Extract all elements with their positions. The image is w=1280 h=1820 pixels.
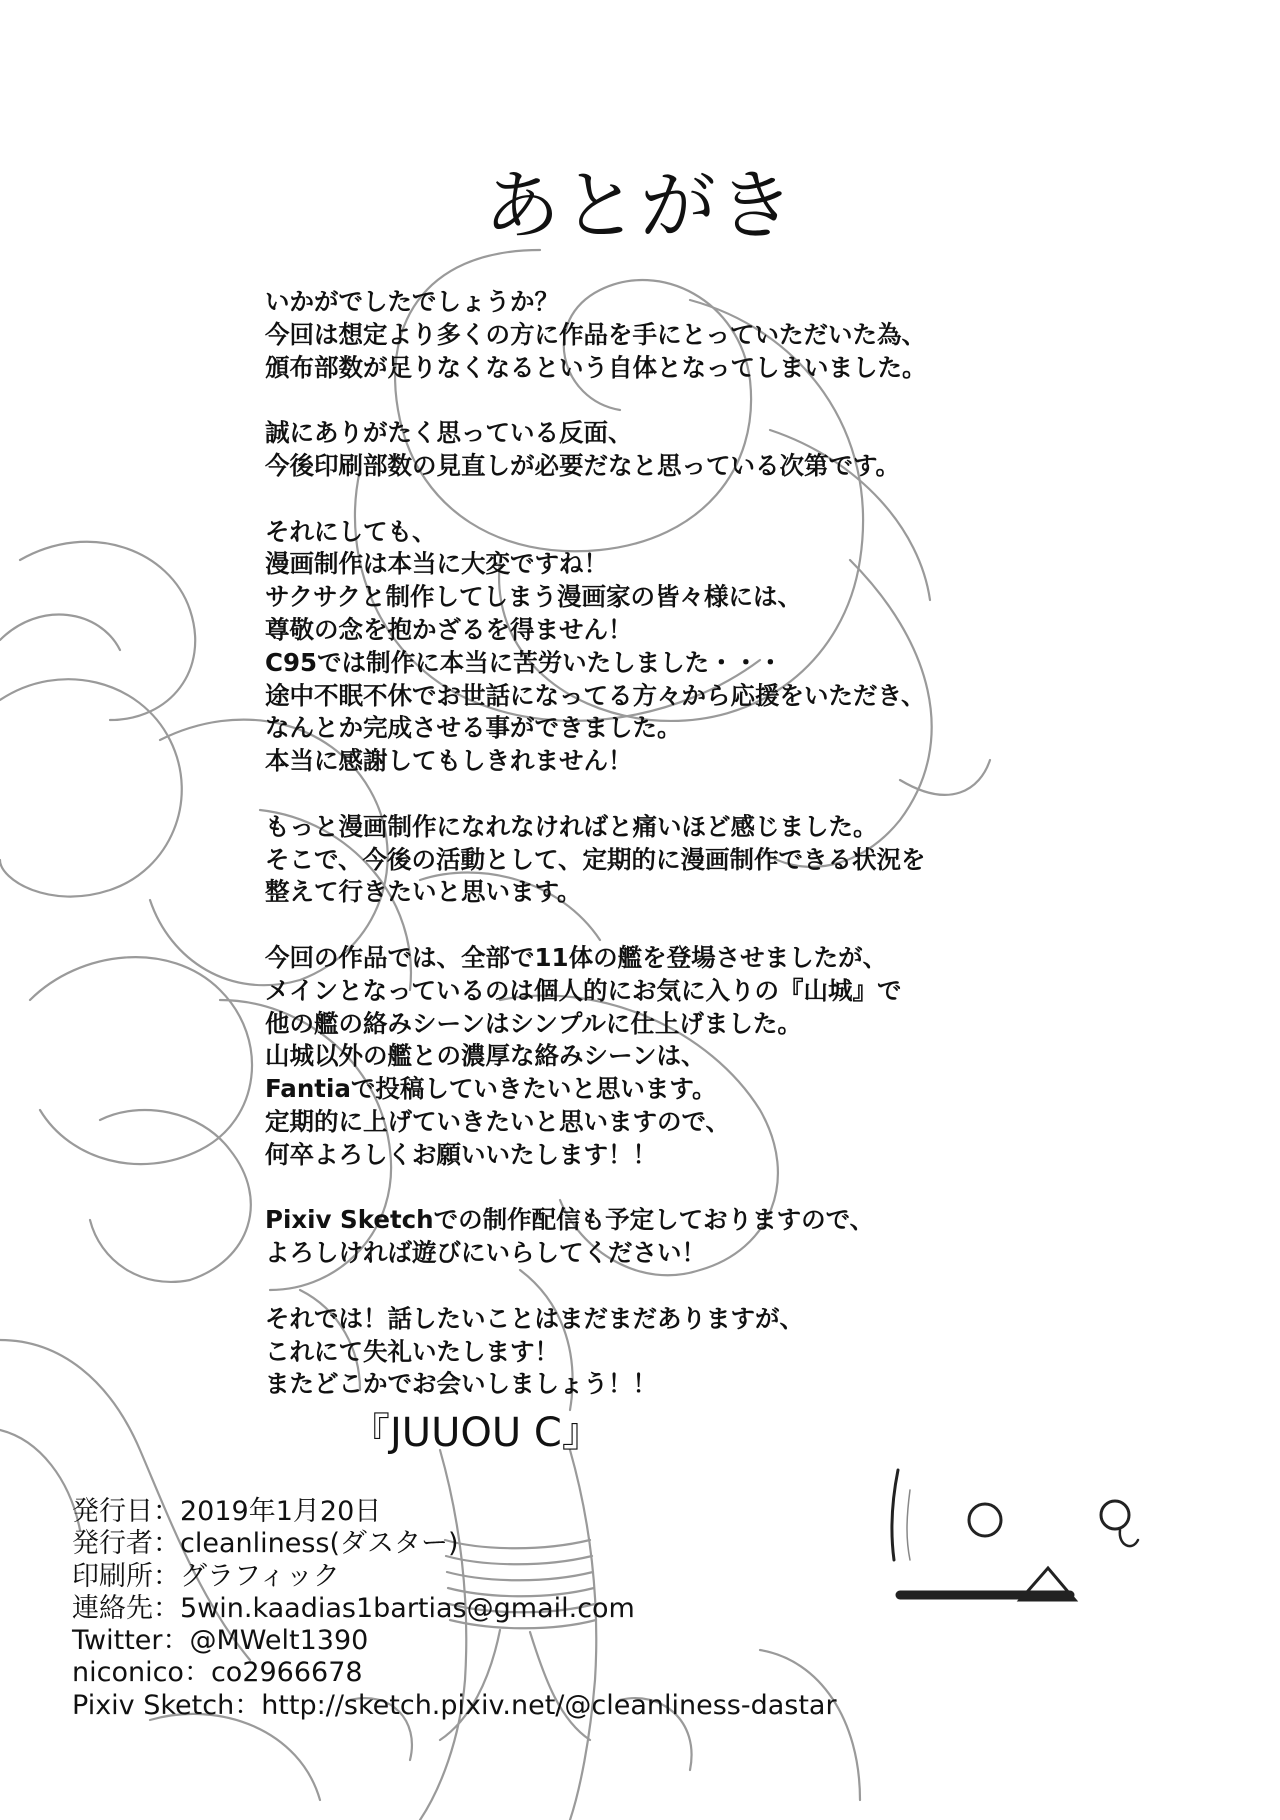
text-line: 尊敬の念を抱かざるを得ません！	[265, 614, 633, 644]
colophon-publisher: 発行者：cleanliness(ダスター)	[72, 1528, 459, 1560]
colophon-printer: 印刷所：グラフィック	[72, 1560, 340, 1592]
text-line: 何卒よろしくお願いいたします！！	[265, 1139, 657, 1169]
paragraph-3	[265, 516, 1065, 778]
text-line: C95では制作に本当に苦労いたしました・・・	[265, 647, 783, 677]
text-line: 今回の作品では、全部で11体の艦を登場させましたが、	[265, 942, 888, 972]
text-line: いかがでしたでしょうか？	[265, 287, 559, 316]
circle-signature: 『JUUOU C』	[350, 1410, 602, 1456]
text-line: もっと漫画制作になれなければと痛いほど感じました。	[265, 811, 878, 841]
colophon-niconico: niconico：co2966678	[72, 1657, 363, 1689]
colophon-twitter: Twitter：@MWelt1390	[72, 1625, 369, 1657]
text-line: Pixiv Sketchでの制作配信も予定しておりますので、	[265, 1205, 875, 1235]
text-line: それでは！話したいことはまだまだありますが、	[265, 1303, 804, 1333]
colophon-publish-date: 発行日：2019年1月20日	[72, 1496, 382, 1527]
text-line: サクサクと制作してしまう漫画家の皆々様には、	[265, 582, 803, 612]
text-line: なんとか完成させる事ができました。	[265, 713, 682, 743]
colophon-pixiv-sketch: Pixiv Sketch：http://sketch.pixiv.net/@cleanliness-dastar	[72, 1689, 837, 1721]
paragraph-6	[265, 1204, 1065, 1270]
paragraph-1	[265, 286, 1065, 384]
colophon-contact: 連絡先：5win.kaadias1bartias@gmail.com	[72, 1592, 635, 1624]
text-line: 漫画制作は本当に大変ですね！	[265, 549, 608, 579]
paragraph-7	[265, 1303, 1065, 1401]
text-line: 本当に感謝してもしきれません！	[265, 746, 633, 776]
face-doodle-icon	[870, 1460, 1170, 1630]
text-line: 今後印刷部数の見直しが必要だなと思っている次第です。	[265, 450, 901, 480]
page-title: あとがき	[484, 161, 796, 250]
paragraph-4	[265, 811, 1065, 909]
paragraph-5	[265, 942, 1065, 1172]
text-line: 途中不眠不休でお世話になってる方々から応援をいただき、	[265, 680, 926, 710]
text-line: 山城以外の艦との濃厚な絡みシーンは、	[265, 1041, 706, 1071]
text-line: またどこかでお会いしましょう！！	[265, 1369, 657, 1399]
text-line: 整えて行きたいと思います。	[265, 877, 582, 907]
text-line: 頒布部数が足りなくなるという自体となってしまいました。	[265, 352, 927, 382]
text-line: 定期的に上げていきたいと思いますので、	[265, 1106, 731, 1136]
text-line: これにて失礼いたします！	[265, 1336, 559, 1366]
text-line: それにしても、	[265, 516, 437, 546]
text-line: 他の艦の絡みシーンはシンプルに仕上げました。	[265, 1008, 802, 1038]
colophon	[72, 1496, 837, 1722]
paragraph-2	[265, 417, 1065, 483]
afterword-body	[265, 286, 1065, 1434]
text-line: 今回は想定より多くの方に作品を手にとっていただいた為、	[265, 319, 927, 349]
text-line: よろしければ遊びにいらしてください！	[265, 1238, 706, 1268]
text-line: Fantiaで投稿していきたいと思います。	[265, 1074, 717, 1104]
text-line: 誠にありがたく思っている反面、	[265, 418, 633, 448]
text-line: メインとなっているのは個人的にお気に入りの『山城』で	[265, 975, 902, 1005]
text-line: そこで、今後の活動として、定期的に漫画制作できる状況を	[265, 844, 926, 874]
